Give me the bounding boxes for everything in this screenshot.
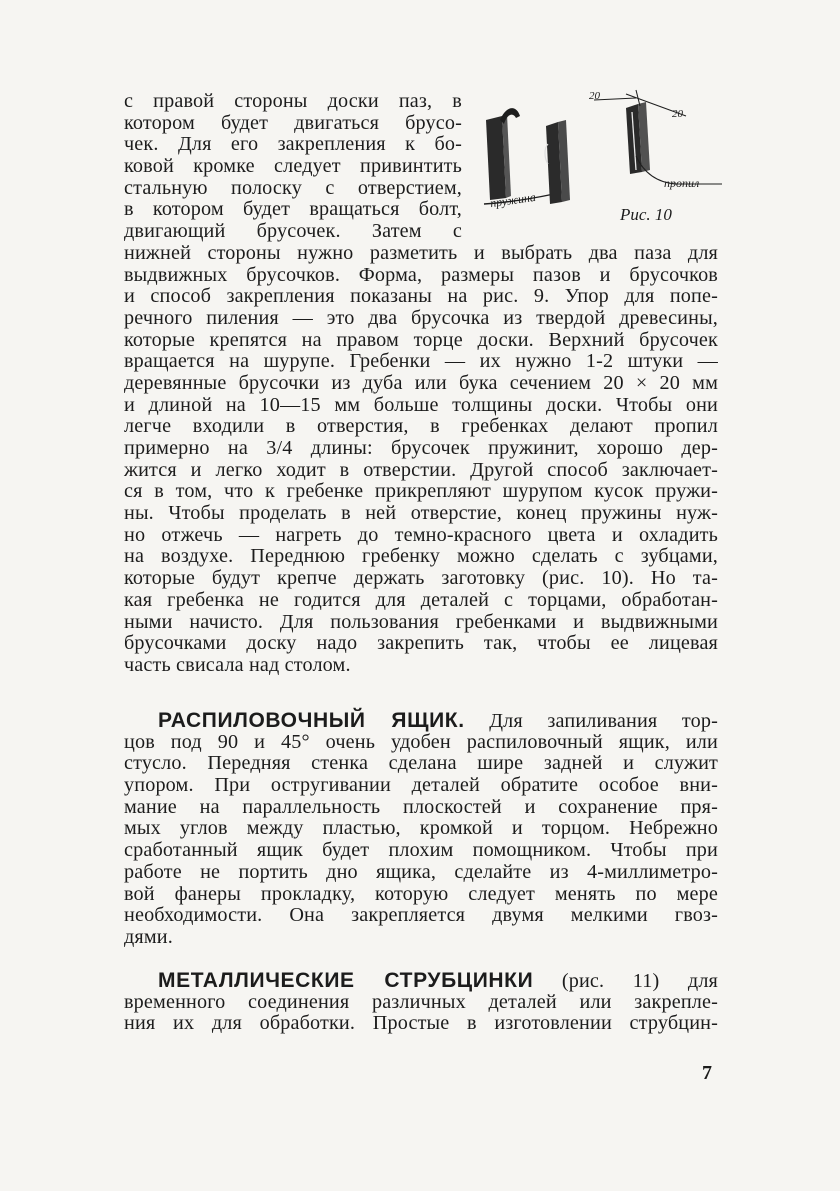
text-line: нижней стороны нужно разметить и выбрать два паза для (124, 241, 718, 264)
text-line: и длиной на 10—15 мм больше толщины доски. Чтобы они (124, 393, 718, 416)
page-number: 7 (702, 1062, 712, 1084)
text-fragment: Для запиливания тор- (489, 710, 718, 732)
text-line: ны. Чтобы проделать в ней отверстие, конец пружины нуж- (124, 502, 718, 525)
figure-label-spring: пружина (489, 189, 537, 211)
text-line: мых углов между пластью, кромкой и торцом. Небрежно (124, 817, 718, 840)
text-line: временного соединения различных деталей или закрепле- (124, 990, 718, 1013)
text-line: деревянные брусочки из дуба или бука сечением 20 × 20 мм (124, 371, 718, 394)
text-line-with-heading (124, 970, 718, 992)
figure-dimension-a: 20 (589, 90, 600, 102)
text-line: чек. Для его закрепления к бо- (124, 133, 462, 156)
text-line-with-heading (124, 710, 718, 732)
text-line: упором. При остругивании деталей обратите особое вни- (124, 774, 718, 797)
text-line: ковой кромке следует привинтить (124, 155, 462, 178)
text-line: ными начисто. Для пользования гребенками и выдвижными (124, 610, 718, 633)
text-line: выдвижных брусочков. Форма, размеры пазов и брусочков (124, 263, 718, 286)
section-heading-metal-clamps: МЕТАЛЛИЧЕСКИЕ СТРУБЦИНКИ (158, 969, 534, 992)
text-line: вой фанеры прокладку, которую следует менять по мере (124, 882, 718, 905)
text-line: ния их для обработки. Простые в изготовлении струбцин- (124, 1012, 718, 1035)
text-line: на воздухе. Переднюю гребенку можно сделать с зубцами, (124, 545, 718, 568)
text-line: кая гребенка не годится для деталей с торцами, обработан- (124, 588, 718, 611)
text-line: часть свисала над столом. (124, 653, 351, 676)
text-line: с правой стороны доски паз, в (124, 90, 462, 112)
text-line: легче входили в отверстия, в гребенках делают пропил (124, 415, 718, 438)
section-heading-sawing-box: РАСПИЛОВОЧНЫЙ ЯЩИК. (158, 709, 465, 732)
figure-caption: Рис. 10 (620, 205, 672, 224)
text-line: стальную полоску с отверстием, (124, 176, 462, 199)
text-line: брусочками доску надо закрепить так, чтобы ее лицевая (124, 632, 718, 655)
text-fragment: (рис. 11) для (561, 970, 718, 992)
text-line: и способ закрепления показаны на рис. 9. Упор для попе- (124, 285, 718, 308)
text-line: примерно на 3/4 длины: брусочек пружинит, хорошо дер- (124, 437, 718, 459)
text-line: необходимости. Она закрепляется двумя мелкими гвоз- (124, 904, 718, 927)
text-line: мание на параллельность плоскостей и сохранение пря- (124, 795, 718, 818)
text-line: которые будут крепче держать заготовку (рис. 10). Но та- (124, 567, 718, 590)
text-line: двигающий брусочек. Затем с (124, 220, 462, 243)
text-line: ся в том, что к гребенке прикрепляют шурупом кусок пружи- (124, 480, 718, 503)
text-line: работе не портить дно ящика, сделайте из 4-миллиметро- (124, 860, 718, 883)
text-line: котором будет двигаться брусо- (124, 111, 462, 134)
text-line: стусло. Передняя стенка сделана шире задней и служит (124, 752, 718, 775)
text-line: которые крепятся на правом торце доски. Верхний брусочек (124, 328, 718, 351)
paragraph-sawing-box (124, 710, 718, 949)
text-line: в котором будет вращаться болт, (124, 198, 462, 221)
text-line: речного пиления — это два брусочка из твердой древесины, (124, 306, 718, 329)
text-line: цов под 90 и 45° очень удобен распиловочный ящик, или (124, 730, 718, 753)
text-line: жится и легко ходит в отверстии. Другой способ заключает- (124, 458, 718, 481)
text-line: но отжечь — нагреть до темно-красного цвета и охладить (124, 523, 718, 546)
text-line: вращается на шурупе. Гребенки — их нужно 1-2 штуки — (124, 350, 718, 373)
paragraph-combs (124, 91, 718, 677)
figure-dimension-b: 20 (672, 108, 683, 120)
figure-label-cut: пропил (664, 176, 700, 190)
text-line: дями. (124, 925, 173, 948)
text-line: сработанный ящик будет плохим помощником. Чтобы при (124, 839, 718, 862)
paragraph-metal-clamps (124, 970, 718, 1035)
